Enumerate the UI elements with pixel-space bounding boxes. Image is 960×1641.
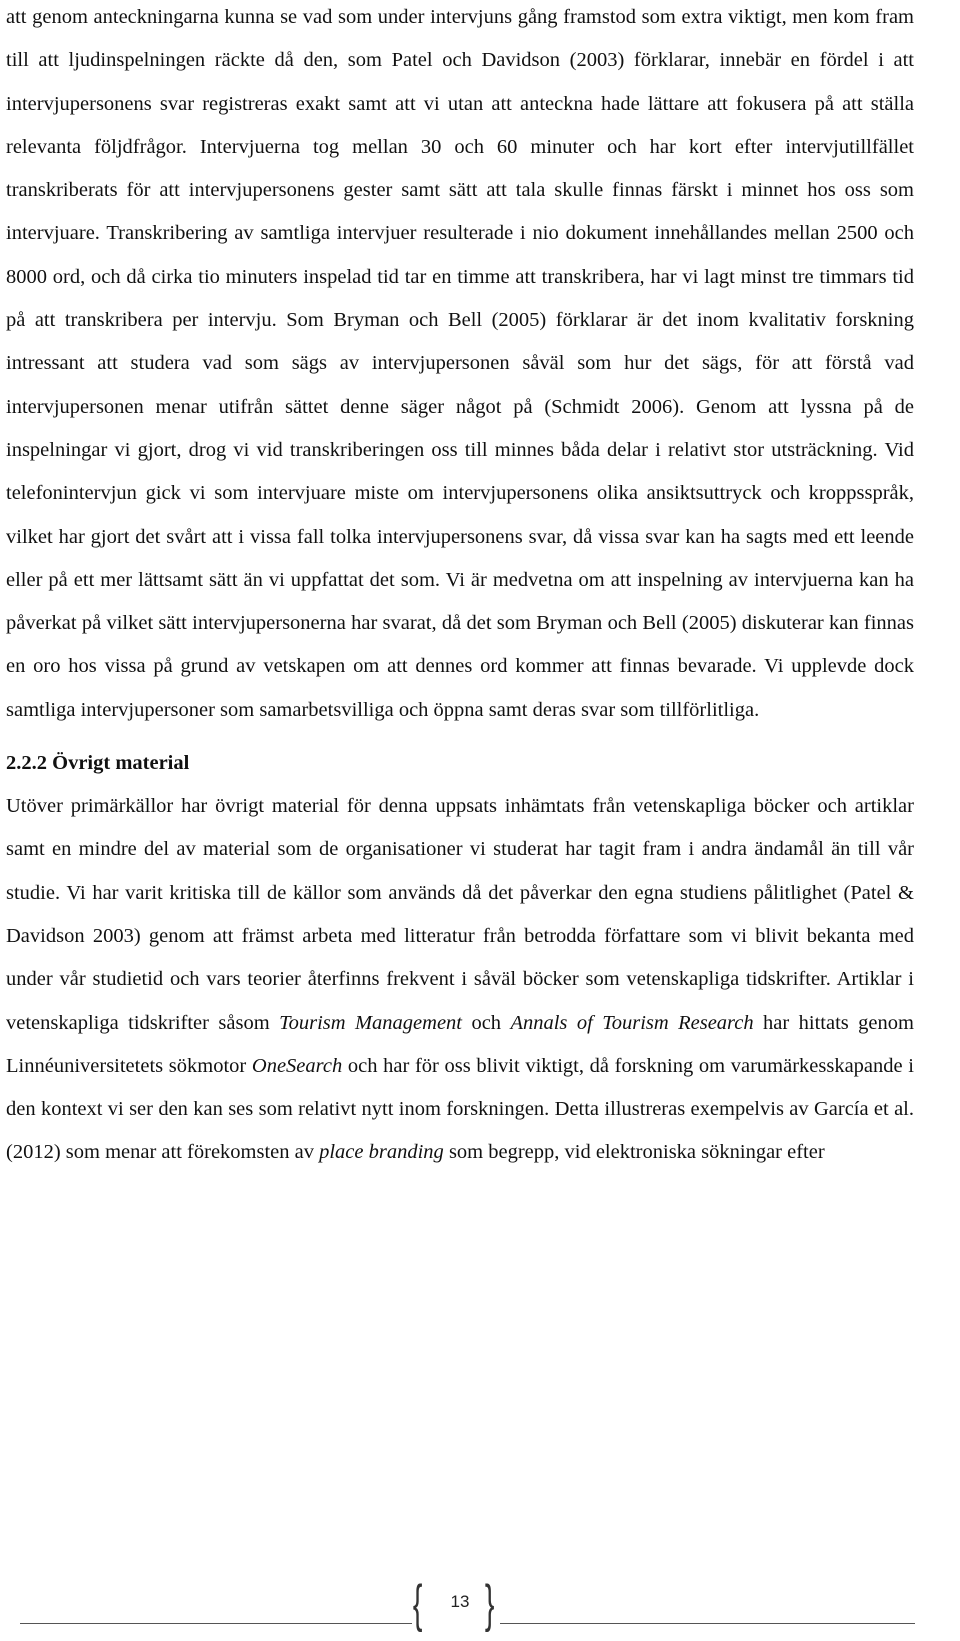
body-paragraph-interviews: att genom anteckningarna kunna se vad som under intervjuns gång framstod som extra viktigt, men kom fram till att ljudinspelningen räckte då den, som Patel och Davidson (2003) förklarar, innebär en fördel i att intervjupersonens svar registreras exakt samt att vi utan att anteckna hade lättare att fokusera på att ställa relevanta följdfrågor. Intervjuerna tog mellan 30 och 60 minuter och har kort efter intervjutillfället transkriberats för att intervjupersonens gester samt sätt att tala skulle finnas färskt i minnet hos oss som intervjuare. Transkribering av samtliga intervjuer resulterade i nio dokument innehållandes mellan 2500 och 8000 ord, och då cirka tio minuters inspelad tid tar en timme att transkribera, har vi lagt minst tre timmars tid på att transkribera per intervju. Som Bryman och Bell (2005) förklarar är det inom kvalitativ forskning intressant att studera vad som sägs av intervjupersonen såväl som hur det sägs, för att förstå vad intervjupersonen menar utifrån sättet denne säger något på (Schmidt 2006). Genom att lyssna på de inspelningar vi gjort, drog vi vid transkriberingen oss till minnes båda delar i relativt stor utsträckning. Vid telefonintervjun gick vi som intervjuare miste om intervjupersonens olika ansiktsuttryck och kroppsspråk, vilket har gjort det svårt att i vissa fall tolka intervjupersonens svar, då vissa svar kan ha sagts med ett leende eller på ett mer lättsamt sätt än vi uppfattat det som. Vi är medvetna om att inspelning av intervjuerna kan ha påverkat på vilket sätt intervjupersonerna har svarat, då det som Bryman och Bell (2005) diskuterar kan finnas en oro hos vissa på grund av vetskapen om att dennes ord kommer att finnas bevarade. Vi upplevde dock samtliga intervjupersoner som samarbetsvilliga och öppna samt deras svar som tillförlitliga. [6,6,914,721]
page-number: 13 [450,1592,470,1611]
paragraph-text: och har för oss blivit viktigt, då forskning om varumärkesskapande i den kontext vi ser den kan ses som relativt nytt inom forskningen. Detta illustreras exempelvis av García et al. (2012) som menar att förekomsten av [6,1054,914,1164]
document-page [6,0,914,1175]
close-brace-icon: } [484,1575,495,1633]
term-italic: place branding [319,1141,444,1164]
body-paragraph-other-material [6,785,914,1175]
paragraph-text: Utöver primärkällor har övrigt material för denna uppsats inhämtats från vetenskapliga böcker och artiklar samt en mindre del av material som de organisationer vi studerat har tagit fram i andra ändamål än till vår studie. Vi har varit kritiska till de källor som används då det påverkar den egna studiens pålitlighet (Patel & Davidson 2003) genom att främst arbeta med litteratur från betrodda författare som vi blivit bekanta med under vår studietid och vars teorier återfinns frekvent i såväl böcker som vetenskapliga tidskrifter. Artiklar i vetenskapliga tidskrifter såsom [6,795,914,1034]
search-engine-name-italic: OneSearch [251,1054,343,1077]
footer-rule-left [20,1623,412,1624]
page-footer [0,1575,960,1640]
paragraph-text: och [462,1011,511,1034]
section-heading: 2.2.2 Övrigt material [6,752,190,775]
paragraph-text: har hittats genom Linnéuniversitetets sökmotor [6,1011,914,1077]
journal-title-italic: Tourism Management [279,1011,463,1034]
paragraph-text: som begrepp, vid elektroniska sökningar efter [443,1141,825,1164]
footer-rule-right [500,1623,915,1624]
journal-title-italic: Annals of Tourism Research [510,1011,754,1034]
open-brace-icon: { [412,1575,423,1633]
